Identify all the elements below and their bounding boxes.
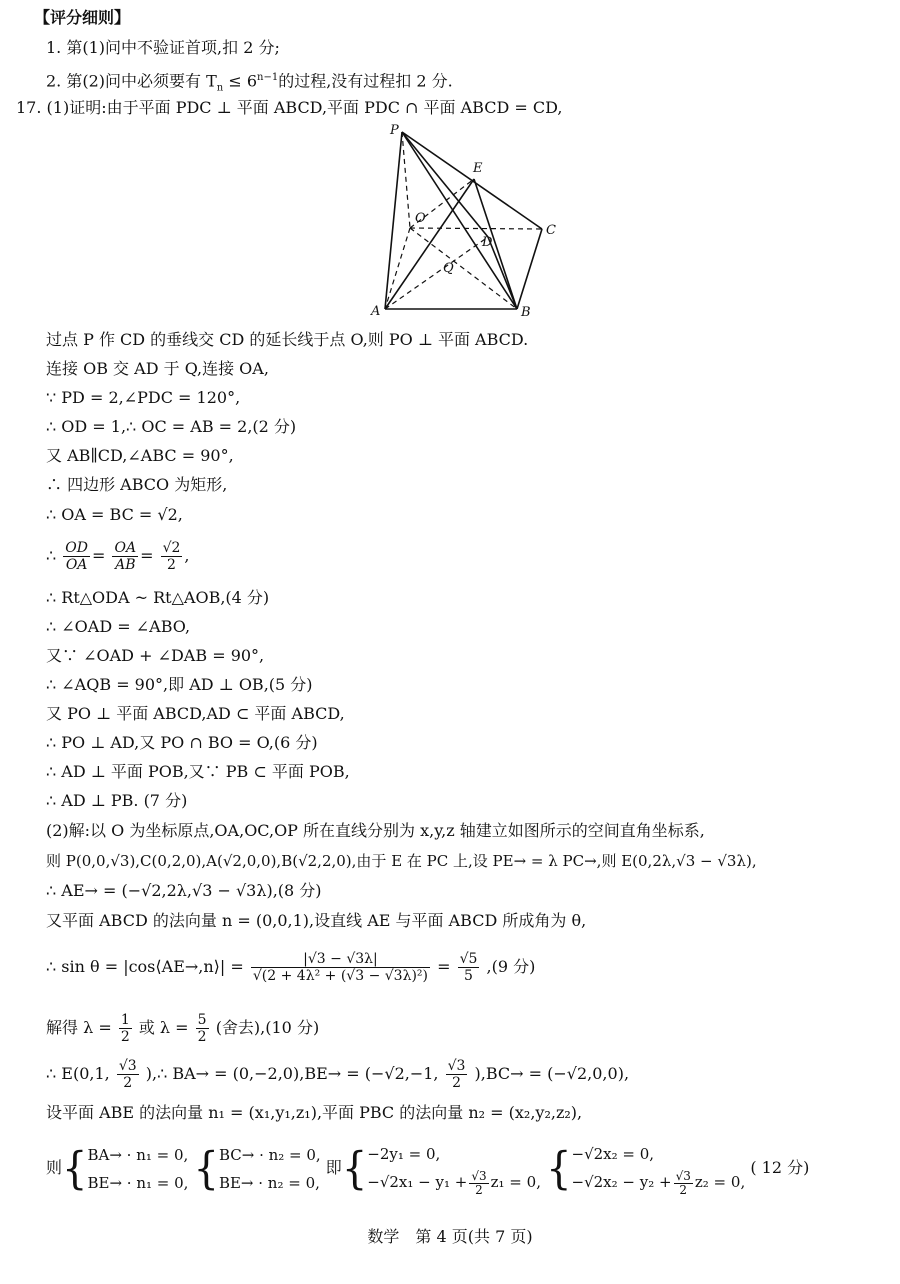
e-point-vectors: ∴ E(0,1, $\frac{√3}{2}$ ),∴ BA→ = (0,−2,0),BE→ = (−√2,−1, $\frac{√3}{2}$ ),BC→ = (−√2,0,0), <box>46 1058 630 1091</box>
label-A: A <box>371 304 381 319</box>
part2-line: (2)解:以 O 为坐标原点,OA,OC,OP 所在直线分别为 x,y,z 轴建立如图所示的空间直角坐标系, <box>46 821 705 840</box>
rule-2: 2. 第(2)问中必须要有 $T_n \le 6^{n-1}$的过程,没有过程扣 2 分. <box>46 71 453 94</box>
label-Q: Q <box>443 261 454 276</box>
label-O: O <box>415 211 426 226</box>
pyramid-figure <box>370 122 570 322</box>
proof-line: ∴ AD ⊥ PB. (7 分) <box>46 791 188 810</box>
sin-theta-equation: ∴ sin θ = |cos⟨AE→,n⟩| = $\frac{|√3 - √3\lambda|}{\text{√(2 + 4λ² + (√3 − √3λ)²)}}$ = $\frac{√5}{5}$ ,(9 分) <box>46 951 536 984</box>
label-E: E <box>473 161 483 176</box>
ratio-equation: ∴ $\frac{OD}{OA}$ = $\frac{OA}{AB}$ = $\frac{√2}{2}$ , <box>46 540 190 573</box>
proof-line: 又∵ ∠OAD + ∠DAB = 90°, <box>46 646 265 665</box>
proof-line: 过点 P 作 CD 的垂线交 CD 的延长线于点 O,则 PO ⊥ 平面 ABCD. <box>46 330 529 349</box>
proof-line: 连接 OB 交 AD 于 Q,连接 OA, <box>46 359 269 378</box>
part2-line: ∴ AE→ = (−√2,2λ,√3 − √3λ),(8 分) <box>46 881 322 900</box>
proof-line: ∴ Rt△ODA ~ Rt△AOB,(4 分) <box>46 588 270 607</box>
part2-line: 又平面 ABCD 的法向量 n = (0,0,1),设直线 AE 与平面 ABCD 所成角为 θ, <box>46 911 587 930</box>
proof-line: ∴ OA = BC = √2, <box>46 505 183 524</box>
label-P: P <box>390 123 399 138</box>
proof-line: ∴ OD = 1,∴ OC = AB = 2,(2 分) <box>46 417 297 436</box>
proof-line: 又 PO ⊥ 平面 ABCD,AD ⊂ 平面 ABCD, <box>46 704 345 723</box>
page-footer: 数学 第 4 页(共 7 页) <box>367 1227 533 1246</box>
part2-line: 则 P(0,0,√3),C(0,2,0),A(√2,0,0),B(√2,2,0),由于 E 在 PC 上,设 PE→ = λ PC→,则 E(0,2λ,√3 − √3λ), <box>46 852 757 870</box>
grading-rules-header: 【评分细则】 <box>34 8 131 27</box>
proof-line: ∴ ∠OAD = ∠ABO, <box>46 617 191 636</box>
solve-lambda: 解得 λ = $\frac{1}{2}$ 或 λ = $\frac{5}{2}$ (舍去),(10 分) <box>46 1012 320 1045</box>
problem-17-part1-intro <box>16 98 562 118</box>
label-B: B <box>521 305 531 320</box>
normal-vectors-line: 设平面 ABE 的法向量 n₁ = (x₁,y₁,z₁),平面 PBC 的法向量 n₂ = (x₂,y₂,z₂), <box>46 1103 583 1122</box>
part1-intro-text: (1)证明:由于平面 PDC ⊥ 平面 ABCD,平面 PDC ∩ 平面 ABCD = CD, <box>46 98 563 117</box>
proof-line: ∴ AD ⊥ 平面 POB,又∵ PB ⊂ 平面 POB, <box>46 762 350 781</box>
rule-1: 1. 第(1)问中不验证首项,扣 2 分; <box>46 38 280 57</box>
proof-line: ∴ PO ⊥ AD,又 PO ∩ BO = O,(6 分) <box>46 733 318 752</box>
label-D: D <box>482 235 493 250</box>
equation-system: 则{BA→ · n₁ = 0, BE→ · n₁ = 0, {BC→ · n₂ = 0, BE→ · n₂ = 0, 即{−2y₁ = 0, −√2x₁ − y₁ + $\frac{√3}{2}$ z₁ = 0, {−√2x₂ = 0, −√2x₂ − y₂ + $\frac{√3}{2}$ z₂ = 0, ( 12 分) <box>46 1143 810 1197</box>
proof-line: ∴ ∠AQB = 90°,即 AD ⊥ OB,(5 分) <box>46 675 313 694</box>
proof-line: ∴ 四边形 ABCO 为矩形, <box>46 475 228 494</box>
proof-line: ∵ PD = 2,∠PDC = 120°, <box>46 388 241 407</box>
problem-number: 17. <box>16 98 42 117</box>
proof-line: 又 AB∥CD,∠ABC = 90°, <box>46 446 234 465</box>
label-C: C <box>546 223 556 238</box>
